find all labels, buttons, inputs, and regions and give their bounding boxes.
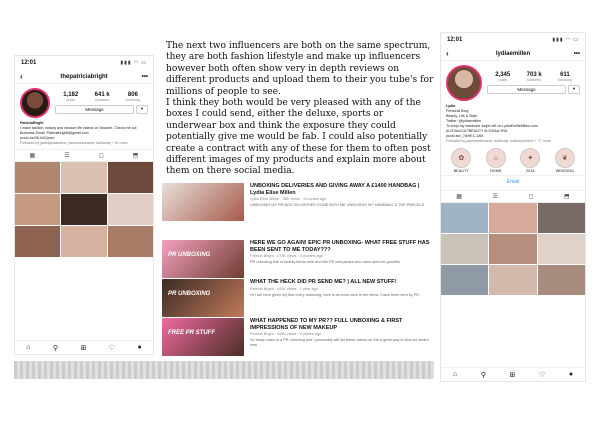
highlight-beauty[interactable]: ✿ BEAUTY [448,148,474,173]
bottom-navigation [15,340,153,354]
heart-icon[interactable]: ♡ [538,371,546,379]
follow-user-icon[interactable]: ▾ [568,85,580,94]
photo-thumbnail[interactable] [108,194,153,225]
stat-following[interactable]: 611 following [558,72,572,82]
status-bar [441,33,585,47]
bio-link[interactable]: youtu.be/_7tkHEC-18M [446,134,484,138]
profile-header [15,70,153,84]
grid-view-icon[interactable]: ▦ [29,153,36,159]
right-instagram-profile-screenshot [440,32,586,382]
left-instagram-profile-screenshot [14,55,154,355]
video-channel: Patricia Bright · 441K views · 1 year ago [250,286,318,291]
list-view-icon[interactable]: ☰ [64,153,70,159]
status-bar [15,56,153,70]
essay-paragraph: The next two influencers are both on the same spectrum, they are both fashion lifestyle and make up influencers however both often show very in depth reviews on different products and upload them to their you tube's for millions of people to see. [166,41,434,97]
video-title[interactable]: HERE WE GO AGAIN! EPIC PR UNBOXING- WHAT FREE STUFF HAS BEEN SENT TO ME TODAY??? [250,240,430,253]
video-description: UNBOXING MY PR BOX DELIVERIES COME WITH ME UNBOXING MY HANDBAG & THE PARCELS [250,203,425,207]
avatar[interactable] [20,88,50,118]
bio-line: Business Email: Patriciabrightt@gmail.com [20,131,89,135]
stat-followers[interactable]: 641 k followers [94,92,110,102]
photo-thumbnail[interactable] [61,162,106,193]
photo-thumbnail[interactable] [538,203,585,233]
photo-thumbnail[interactable] [441,265,488,295]
saved-icon[interactable]: ⬒ [564,194,570,200]
more-options-icon[interactable]: ••• [573,50,580,57]
video-thumbnail[interactable]: PR UNBOXING [162,279,244,317]
essay-text [166,41,434,178]
search-icon[interactable]: ⚲ [480,371,486,379]
video-title[interactable]: WHAT THE HECK DID PR SEND ME? | ALL NEW STUFF! [250,279,397,285]
heart-icon[interactable]: ♡ [108,344,116,352]
video-description: So today video is a PR unboxing and I personally will list these videos on the a great way to find out what's new [250,338,429,347]
highlight-wedding[interactable]: ❦ WEDDING [552,148,578,173]
signal-icon: ▮▮▮ ◠ ▭ [552,37,579,43]
photo-thumbnail[interactable] [108,162,153,193]
grid-view-icon[interactable]: ▦ [456,194,462,200]
status-time: 12:01 [447,37,463,43]
bio-line: Twitter: @lydiaemillen [446,119,482,123]
profile-username: thepatriciabright [60,73,108,80]
highlight-icon: ⌂ [486,148,506,168]
back-arrow-icon[interactable]: ‹ [446,49,449,58]
followed-by: Followed by yasmineechanel, baliloody, millachylobson + 77 more [446,139,551,143]
photo-thumbnail[interactable] [15,226,60,257]
profile-bio [441,103,585,145]
video-description: PR unboxing lots of beauty items here and the PR companies who have sent me goodies [250,260,400,264]
highlight-icon: ✦ [520,148,540,168]
profile-header [441,47,585,61]
back-arrow-icon[interactable]: ‹ [20,72,23,81]
tagged-icon[interactable]: ◻ [98,153,104,159]
home-icon[interactable]: ⌂ [452,371,458,378]
video-result[interactable] [162,279,434,317]
photo-thumbnail[interactable] [489,203,536,233]
profile-stats [55,92,148,114]
video-title[interactable]: WHAT HAPPENED TO MY PR?? FULL UNBOXING & FIRST IMPRESSIONS OF NEW MAKEUP [250,318,403,331]
photo-grid [15,162,153,257]
search-icon[interactable]: ⚲ [52,344,59,352]
video-result[interactable] [162,183,434,221]
youtube-results-screenshot [162,180,434,375]
profile-summary [15,84,153,120]
profile-icon[interactable]: ● [137,344,142,351]
profile-stats [487,72,580,94]
profile-bio [15,120,153,147]
highlight-icon: ✿ [451,148,471,168]
profile-tabs [441,190,585,203]
email-button[interactable]: Email [441,175,585,188]
essay-paragraph: I think they both would be very pleased with any of the boxes I could send, either the deluxe, sports or underwear box and think the exposure they could potentially give me would be fab. I could also potentially create a contract with any of these for them to often post different images of my products and explain more about them on there social media. [166,98,431,177]
story-highlights [441,145,585,175]
message-button[interactable]: Message [55,105,134,114]
bio-line: Beauty, Life & Style [446,114,478,118]
stat-following[interactable]: 806 following [126,92,140,102]
photo-thumbnail[interactable] [538,265,585,295]
photo-thumbnail[interactable] [15,194,60,225]
bio-name: Lydia [446,104,456,108]
more-options-icon[interactable]: ••• [141,73,148,80]
photo-thumbnail[interactable] [489,234,536,264]
highlight-2018[interactable]: ✦ 2018 [517,148,543,173]
add-post-icon[interactable]: ⊞ [509,371,516,379]
photo-thumbnail[interactable] [489,265,536,295]
photo-thumbnail[interactable] [108,226,153,257]
list-view-icon[interactable]: ☰ [492,194,498,200]
bio-name: PatriciaBright [20,121,44,125]
photo-thumbnail[interactable] [441,203,488,233]
photo-thumbnail[interactable] [15,162,60,193]
message-button[interactable]: Message [487,85,566,94]
bottom-navigation [441,367,585,381]
photo-thumbnail[interactable] [61,194,106,225]
highlight-home[interactable]: ⌂ HOME [483,148,509,173]
bio-link[interactable]: youtu.be/0KJo0Qzxm [20,136,55,140]
bio-line: I make fashion, beauty and random life videos on Youtube. Check me out [20,126,137,130]
video-result[interactable] [162,240,434,278]
add-post-icon[interactable]: ⊞ [80,344,87,352]
video-channel: Patricia Bright · 273K views · 3 months ago [250,254,323,258]
stat-posts[interactable]: 2,345 posts [495,72,511,82]
video-title[interactable]: UNBOXING DELIVERIES AND GIVING AWAY A £1400 HANDBAG | Lydia Elise Millen [250,183,420,196]
video-channel: Patricia Bright · 344K views · 6 weeks ago [250,332,322,336]
bio-line: #LYDIAxCULTBEAUTY #LYDIAxLYRA [446,129,508,133]
home-icon[interactable]: ⌂ [26,344,31,351]
followed-by: Followed by jadedjonasmbox, yasmineechanel, baliloody + 40 more [20,141,128,145]
photo-grid [441,203,585,295]
profile-tabs [15,149,153,162]
signal-icon: ▮▮▮ ◠ ▭ [120,60,147,66]
follow-user-icon[interactable]: ▾ [136,105,148,114]
photo-strip [14,361,434,379]
video-channel: Lydia Elise Millen · 38K views · 3 months ago [250,197,327,201]
highlight-icon: ❦ [555,148,575,168]
video-description: Hi I are here given my first every unboxing, here is an even view of the items I have been sent by PR [250,292,420,297]
profile-icon[interactable]: ● [568,371,574,378]
video-thumbnail[interactable]: PR UNBOXING [162,240,244,278]
stat-posts[interactable]: 1,182 posts [63,92,79,102]
tagged-icon[interactable]: ◻ [528,194,534,200]
video-thumbnail[interactable]: FREE PR STUFF [162,318,244,356]
stat-followers[interactable]: 703 k followers [526,72,542,82]
video-thumbnail[interactable] [162,183,244,221]
status-time: 12:01 [21,60,37,66]
video-result[interactable] [162,318,434,356]
avatar[interactable] [446,65,482,101]
saved-icon[interactable]: ⬒ [132,153,139,159]
photo-thumbnail[interactable] [441,234,488,264]
photo-thumbnail[interactable] [61,226,106,257]
bio-line: Personal Blog [446,109,469,113]
photo-thumbnail[interactable] [538,234,585,264]
bio-line: To shop my wardrobe swipe left on LydiaEmilleMillen.com [446,124,538,128]
profile-username: lydiaemillen [495,50,531,57]
profile-summary [441,61,585,103]
